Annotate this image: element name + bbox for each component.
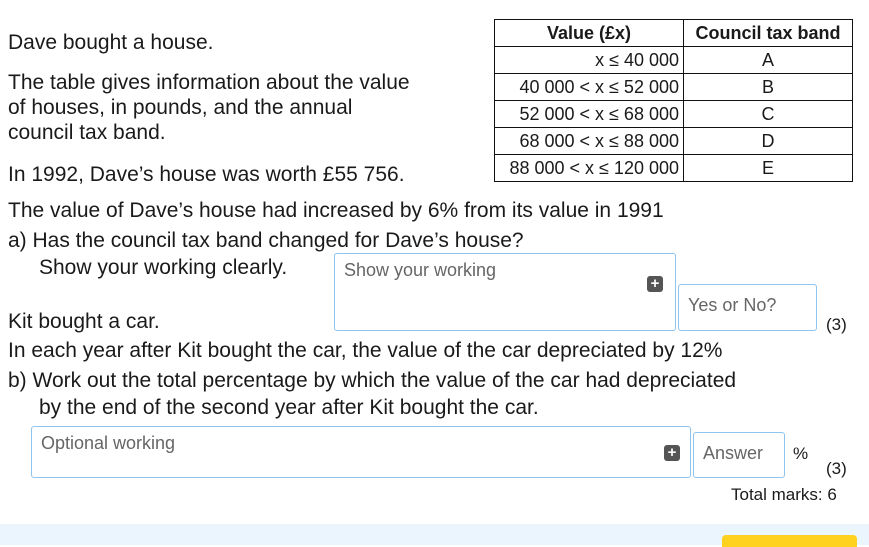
table-row xyxy=(495,128,853,155)
table-row xyxy=(495,47,853,74)
header-band: Council tax band xyxy=(684,20,853,47)
value-cell: x ≤ 40 000 xyxy=(495,47,684,74)
percent-unit: % xyxy=(793,444,809,463)
kit-line-2: In each year after Kit bought the car, the value of the car depreciated by 12% xyxy=(8,339,723,362)
intro-line-5: In 1992, Dave’s house was worth £55 756. xyxy=(8,163,405,186)
answer-placeholder-a: Yes or No? xyxy=(688,295,777,315)
table-header-row xyxy=(495,20,853,47)
working-placeholder-b: Optional working xyxy=(41,433,176,453)
intro-line-2: The table gives information about the value xyxy=(8,71,410,94)
intro-line-3: of houses, in pounds, and the annual xyxy=(8,96,353,119)
question-a-line-1: a) Has the council tax band changed for Dave’s house? xyxy=(8,229,524,252)
intro-line-1: Dave bought a house. xyxy=(8,31,214,54)
marks-b: (3) xyxy=(826,459,847,478)
header-value: Value (£x) xyxy=(495,20,684,47)
answer-input-b[interactable] xyxy=(693,432,785,478)
band-cell: C xyxy=(684,101,853,128)
submit-button[interactable] xyxy=(722,535,857,547)
band-cell: E xyxy=(684,155,853,182)
expand-icon[interactable]: + xyxy=(664,445,680,461)
band-cell: D xyxy=(684,128,853,155)
value-cell: 68 000 < x ≤ 88 000 xyxy=(495,128,684,155)
band-cell: B xyxy=(684,74,853,101)
kit-line-1: Kit bought a car. xyxy=(8,310,160,333)
answer-placeholder-b: Answer xyxy=(703,443,764,463)
question-b-line-1: b) Work out the total percentage by which the value of the car had depreciated xyxy=(8,369,737,392)
working-input-a[interactable] xyxy=(334,253,676,331)
intro-line-4: council tax band. xyxy=(8,121,166,144)
marks-a: (3) xyxy=(826,315,847,334)
value-cell: 40 000 < x ≤ 52 000 xyxy=(495,74,684,101)
question-a-line-2: Show your working clearly. xyxy=(39,256,288,279)
table-row xyxy=(495,155,853,182)
total-marks: Total marks: 6 xyxy=(731,485,837,504)
expand-icon[interactable]: + xyxy=(647,276,663,292)
answer-input-a[interactable] xyxy=(678,284,817,331)
question-b-line-2: by the end of the second year after Kit bought the car. xyxy=(39,396,539,419)
band-cell: A xyxy=(684,47,853,74)
table-row xyxy=(495,101,853,128)
intro-line-6: The value of Dave’s house had increased by 6% from its value in 1991 xyxy=(8,199,664,222)
value-cell: 52 000 < x ≤ 68 000 xyxy=(495,101,684,128)
working-input-b[interactable] xyxy=(31,426,691,478)
value-cell: 88 000 < x ≤ 120 000 xyxy=(495,155,684,182)
council-tax-table xyxy=(494,19,853,182)
working-placeholder-a: Show your working xyxy=(344,260,497,280)
table-row xyxy=(495,74,853,101)
